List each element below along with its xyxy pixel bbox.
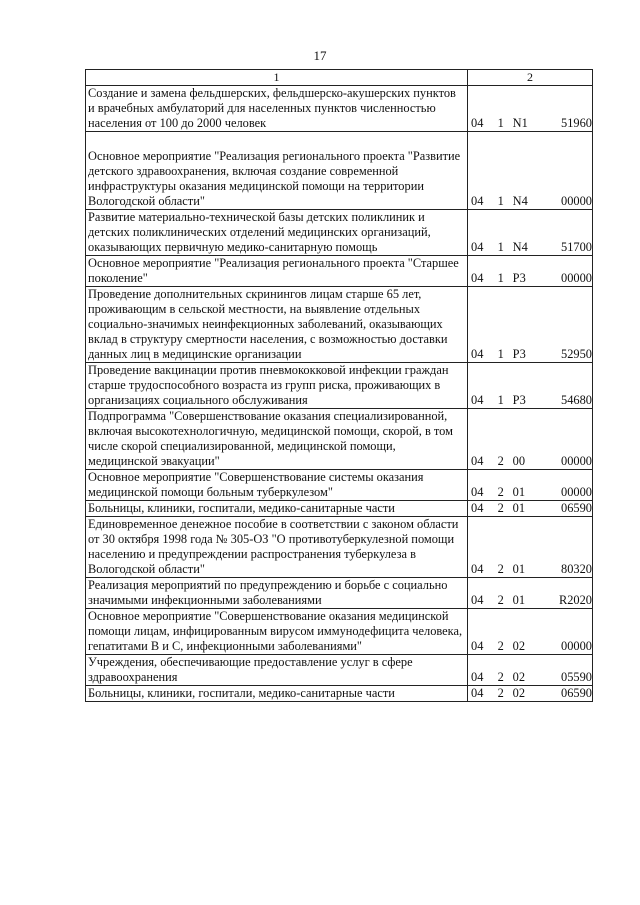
table-row	[86, 132, 593, 210]
code-subprogram: 2	[497, 686, 504, 700]
row-code	[468, 686, 593, 702]
code-event: 00	[512, 454, 526, 468]
code-program: 04	[471, 639, 484, 653]
code-event: 02	[512, 639, 526, 653]
header-col-2: 2	[468, 70, 593, 86]
code-program: 04	[471, 485, 484, 499]
code-event: 01	[512, 593, 526, 607]
code-direction: 06590	[561, 501, 592, 515]
code-program: 04	[471, 686, 484, 700]
budget-classification-table	[85, 69, 593, 702]
row-code	[468, 132, 593, 210]
code-subprogram: 2	[497, 562, 504, 576]
code-direction: 00000	[561, 485, 592, 499]
row-code	[468, 287, 593, 363]
code-event: 02	[512, 670, 526, 684]
table-row	[86, 501, 593, 517]
code-direction: 00000	[561, 194, 592, 208]
code-program: 04	[471, 271, 484, 285]
code-program: 04	[471, 501, 484, 515]
table-row	[86, 609, 593, 655]
code-subprogram: 1	[497, 240, 504, 254]
row-name: Основное мероприятие "Совершенствование системы оказания медицинской помощи больным туберкулезом"	[86, 470, 468, 501]
code-direction: 51960	[561, 116, 592, 130]
code-direction: 05590	[561, 670, 592, 684]
code-event: N1	[512, 116, 528, 130]
table-row	[86, 363, 593, 409]
header-col-1: 1	[86, 70, 468, 86]
row-code	[468, 86, 593, 132]
table-row	[86, 409, 593, 470]
row-code	[468, 409, 593, 470]
code-event: P3	[512, 393, 526, 407]
row-code	[468, 655, 593, 686]
code-event: P3	[512, 271, 526, 285]
code-subprogram: 1	[497, 393, 504, 407]
row-code	[468, 256, 593, 287]
code-event: 01	[512, 485, 526, 499]
code-direction: 54680	[561, 393, 592, 407]
row-name: Основное мероприятие "Совершенствование оказания медицинской помощи лицам, инфицированным вирусом иммунодефицита человека, гепатитами В и С, инфекционными заболеваниями"	[86, 609, 468, 655]
row-name: Развитие материально-технической базы детских поликлиник и детских поликлинических отделений медицинских организаций, оказывающих первичную медико-санитарную помощь	[86, 210, 468, 256]
code-subprogram: 1	[497, 347, 504, 361]
code-program: 04	[471, 670, 484, 684]
row-code	[468, 501, 593, 517]
code-direction: 51700	[561, 240, 592, 254]
row-code	[468, 609, 593, 655]
row-name: Больницы, клиники, госпитали, медико-санитарные части	[86, 501, 468, 517]
table-row	[86, 655, 593, 686]
row-code	[468, 578, 593, 609]
table-row	[86, 86, 593, 132]
row-name: Основное мероприятие "Реализация регионального проекта "Развитие детского здравоохранения, включая создание современной инфраструктуры оказания медицинской помощи на территории Вологодской области"	[86, 132, 468, 210]
table-row	[86, 470, 593, 501]
row-code	[468, 363, 593, 409]
code-subprogram: 2	[497, 454, 504, 468]
row-name: Единовременное денежное пособие в соответствии с законом области от 30 октября 1998 года № 305-ОЗ "О противотуберкулезной помощи населению и предупреждении распространения туберкулеза в Вологодской области"	[86, 517, 468, 578]
row-name: Учреждения, обеспечивающие предоставление услуг в сфере здравоохранения	[86, 655, 468, 686]
row-name: Больницы, клиники, госпитали, медико-санитарные части	[86, 686, 468, 702]
code-direction: 06590	[561, 686, 592, 700]
row-code	[468, 517, 593, 578]
code-event: N4	[512, 194, 528, 208]
row-name: Создание и замена фельдшерских, фельдшерско-акушерских пунктов и врачебных амбулаторий для населенных пунктов численностью населения от 100 до 2000 человек	[86, 86, 468, 132]
code-program: 04	[471, 116, 484, 130]
table-row	[86, 686, 593, 702]
table-row	[86, 578, 593, 609]
row-code	[468, 210, 593, 256]
row-name: Реализация мероприятий по предупреждению и борьбе с социально значимыми инфекционными заболеваниями	[86, 578, 468, 609]
code-direction: 80320	[561, 562, 592, 576]
code-event: P3	[512, 347, 526, 361]
code-event: N4	[512, 240, 528, 254]
code-subprogram: 1	[497, 116, 504, 130]
code-direction: 00000	[561, 639, 592, 653]
row-name: Подпрограмма "Совершенствование оказания специализированной, включая высокотехнологичную, медицинской помощи, скорой, в том числе скорой специализированной, медицинской помощи, медицинской эвакуации"	[86, 409, 468, 470]
table-header-row	[86, 70, 593, 86]
code-subprogram: 1	[497, 194, 504, 208]
code-program: 04	[471, 454, 484, 468]
code-direction: 52950	[561, 347, 592, 361]
code-program: 04	[471, 393, 484, 407]
code-event: 01	[512, 501, 526, 515]
code-program: 04	[471, 347, 484, 361]
code-direction: 00000	[561, 454, 592, 468]
table-row	[86, 210, 593, 256]
table-row	[86, 517, 593, 578]
code-program: 04	[471, 194, 484, 208]
code-subprogram: 1	[497, 271, 504, 285]
code-program: 04	[471, 240, 484, 254]
code-program: 04	[471, 562, 484, 576]
code-subprogram: 2	[497, 501, 504, 515]
table-row	[86, 287, 593, 363]
row-name: Проведение вакцинации против пневмококковой инфекции граждан старше трудоспособного возраста из групп риска, проживающих в организациях социального обслуживания	[86, 363, 468, 409]
code-subprogram: 2	[497, 593, 504, 607]
code-direction: 00000	[561, 271, 592, 285]
row-name: Проведение дополнительных скринингов лицам старше 65 лет, проживающим в сельской местности, на выявление отдельных социально-значимых неинфекционных заболеваний, оказывающих вклад в структуру смертности населения, с возможностью доставки данных лиц в медицинские организации	[86, 287, 468, 363]
code-subprogram: 2	[497, 639, 504, 653]
row-name: Основное мероприятие "Реализация регионального проекта "Старшее поколение"	[86, 256, 468, 287]
table-row	[86, 256, 593, 287]
code-direction: R2020	[558, 593, 592, 607]
page-number: 17	[313, 48, 327, 63]
code-subprogram: 2	[497, 485, 504, 499]
code-program: 04	[471, 593, 484, 607]
code-event: 01	[512, 562, 526, 576]
row-code	[468, 470, 593, 501]
code-subprogram: 2	[497, 670, 504, 684]
code-event: 02	[512, 686, 526, 700]
